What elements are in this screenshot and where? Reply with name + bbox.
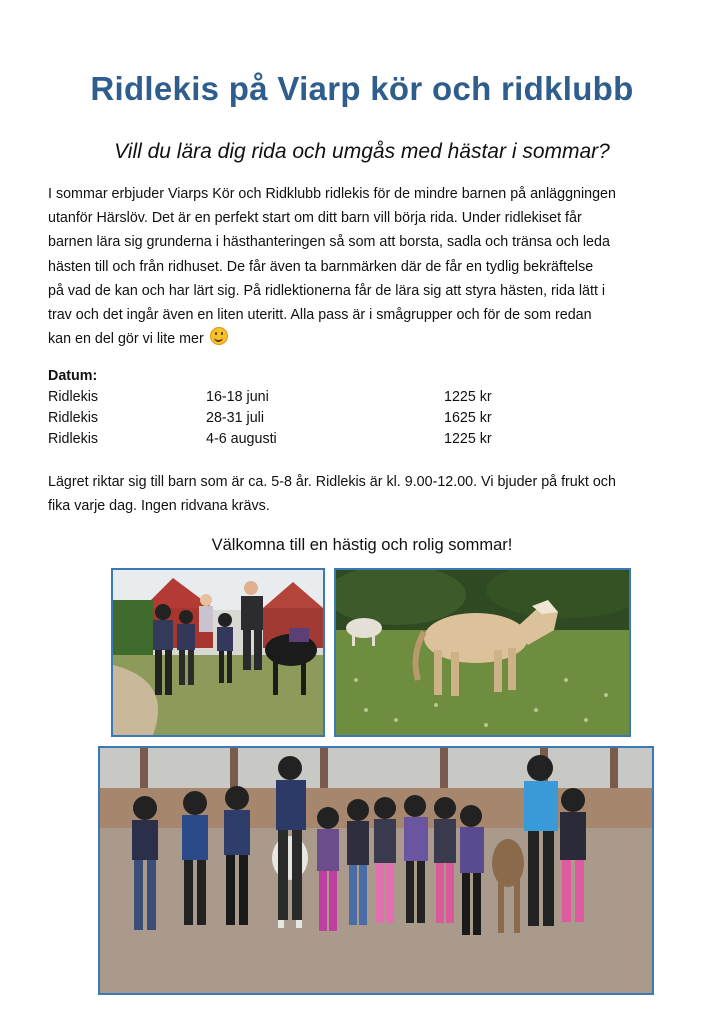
info-paragraph — [48, 470, 678, 518]
intro-line: hästen till och från ridhuset. De får även ta barnmärken där de får en tydlig bekräftelse — [48, 258, 594, 275]
intro-line-last — [48, 327, 678, 351]
date-row-date: 28-31 juli — [206, 410, 265, 426]
intro-line: kan en del gör vi lite mer — [48, 331, 204, 348]
date-row-name: Ridlekis — [48, 431, 99, 447]
intro-line: trav och det ingår även en liten uteritt. Alla pass är i smågrupper och för de som redan — [48, 307, 592, 324]
date-row — [48, 408, 548, 429]
welcome-text: Välkomna till en hästig och rolig sommar! — [211, 536, 513, 554]
date-row-price: 1225 kr — [444, 431, 492, 447]
date-row — [48, 387, 548, 408]
smiley-icon — [210, 327, 228, 345]
date-row-date: 4-6 augusti — [206, 431, 277, 447]
group-with-ponies-in-arena-photo — [98, 746, 654, 995]
page-title: Ridlekis på Viarp kör och ridklubb — [90, 70, 634, 107]
date-row-date: 16-18 juni — [206, 389, 269, 405]
dates-table — [48, 366, 548, 450]
dates-heading: Datum: — [48, 368, 98, 384]
date-row-price: 1625 kr — [444, 410, 492, 426]
horses-in-pasture-photo — [334, 568, 631, 737]
children-grooming-pony-photo — [111, 568, 325, 737]
info-line: Lägret riktar sig till barn som är ca. 5-8 år. Ridlekis är kl. 9.00-12.00. Vi bjuder på frukt och — [48, 474, 616, 490]
date-row-name: Ridlekis — [48, 410, 99, 426]
intro-line: barnen lära sig grunderna i hästhanteringen så som att borsta, sadla och tränsa och leda — [48, 234, 610, 251]
intro-line: I sommar erbjuder Viarps Kör och Ridklubb ridlekis för de mindre barnen på anläggningen — [48, 186, 616, 202]
date-row — [48, 429, 548, 450]
date-row-price: 1225 kr — [444, 389, 492, 405]
intro-line: på vad de kan och har lärt sig. På ridlektionerna får de lära sig att styra hästen, rida lätt i — [48, 282, 606, 299]
page-subtitle: Vill du lära dig rida och umgås med hästar i sommar? — [114, 140, 610, 163]
intro-line: utanför Härslöv. Det är en perfekt start om ditt barn vill börja rida. Under ridlekiset får — [48, 210, 582, 227]
info-line: fika varje dag. Ingen ridvana krävs. — [48, 498, 270, 514]
intro-paragraph — [48, 182, 678, 351]
date-row-name: Ridlekis — [48, 389, 99, 405]
